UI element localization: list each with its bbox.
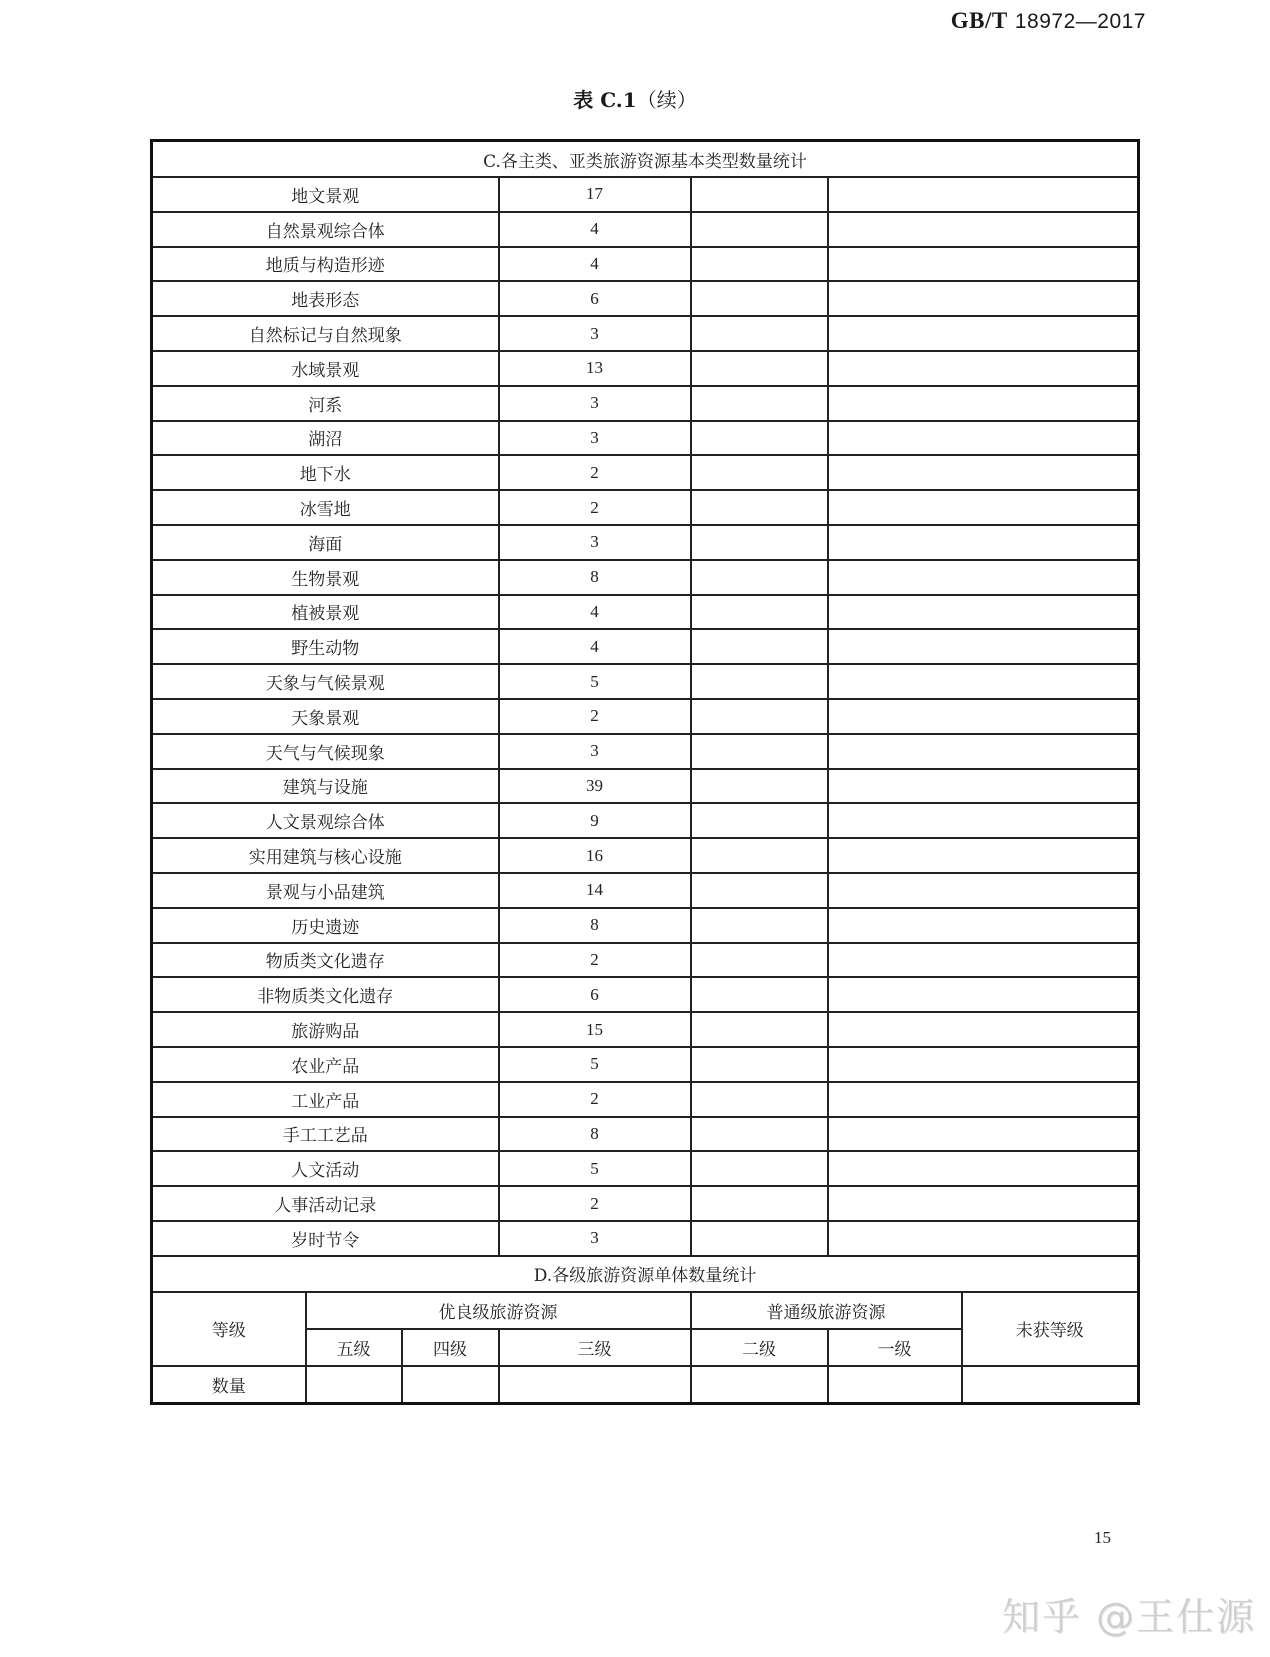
table-row: [152, 560, 1139, 595]
resource-type-name: 人事活动记录: [152, 1186, 499, 1221]
resource-type-name: 农业产品: [152, 1047, 499, 1082]
resource-type-count: 3: [499, 386, 691, 421]
empty-cell: [828, 1117, 1139, 1152]
table-row: [152, 803, 1139, 838]
resource-type-count: 15: [499, 1012, 691, 1047]
empty-cell: [828, 316, 1139, 351]
empty-cell: [828, 247, 1139, 282]
table-row: [152, 734, 1139, 769]
empty-cell: [828, 490, 1139, 525]
resource-type-count: 5: [499, 664, 691, 699]
resource-type-count: 3: [499, 316, 691, 351]
table-row: [152, 421, 1139, 456]
resource-type-count: 2: [499, 1186, 691, 1221]
resource-type-name: 河系: [152, 386, 499, 421]
section-d-title: D.各级旅游资源单体数量统计: [152, 1256, 1139, 1292]
empty-cell: [828, 803, 1139, 838]
empty-cell: [691, 281, 828, 316]
resource-type-count: 4: [499, 595, 691, 630]
table-row: [152, 455, 1139, 490]
resource-type-name: 野生动物: [152, 629, 499, 664]
table-row: [152, 1221, 1139, 1256]
table-row: [152, 629, 1139, 664]
level-1-value: [828, 1366, 962, 1404]
table-row: [152, 351, 1139, 386]
standard-prefix: GB/T: [950, 8, 1008, 33]
empty-cell: [828, 351, 1139, 386]
empty-cell: [691, 316, 828, 351]
table-row: [152, 977, 1139, 1012]
level-1-label: 一级: [828, 1329, 962, 1366]
level-3-value: [499, 1366, 691, 1404]
empty-cell: [828, 560, 1139, 595]
empty-cell: [828, 525, 1139, 560]
empty-cell: [828, 629, 1139, 664]
table-row: [152, 838, 1139, 873]
resource-type-count: 3: [499, 525, 691, 560]
empty-cell: [828, 281, 1139, 316]
resource-type-count: 2: [499, 943, 691, 978]
resource-type-count: 8: [499, 1117, 691, 1152]
empty-cell: [691, 838, 828, 873]
ordinary-group-label: 普通级旅游资源: [691, 1292, 962, 1329]
statistics-table: [150, 139, 1140, 1405]
empty-cell: [691, 699, 828, 734]
empty-cell: [828, 212, 1139, 247]
level-4-value: [402, 1366, 499, 1404]
table-row: [152, 664, 1139, 699]
resource-type-name: 人文活动: [152, 1151, 499, 1186]
section-c-header: [152, 141, 1139, 178]
resource-type-count: 3: [499, 734, 691, 769]
resource-type-count: 9: [499, 803, 691, 838]
unrated-label: 未获等级: [962, 1292, 1139, 1366]
empty-cell: [828, 908, 1139, 943]
table-row: [152, 386, 1139, 421]
table-row: [152, 281, 1139, 316]
section-d-header: [152, 1256, 1139, 1292]
resource-type-name: 自然标记与自然现象: [152, 316, 499, 351]
quantity-label: 数量: [152, 1366, 306, 1404]
watermark: 知乎 @王仕源: [1002, 1595, 1257, 1639]
resource-type-name: 天气与气候现象: [152, 734, 499, 769]
resource-type-count: 2: [499, 490, 691, 525]
excellent-group-label: 优良级旅游资源: [306, 1292, 691, 1329]
resource-type-count: 8: [499, 908, 691, 943]
empty-cell: [828, 838, 1139, 873]
resource-type-name: 地文景观: [152, 177, 499, 212]
table-row: [152, 212, 1139, 247]
table-title: [0, 84, 1270, 113]
resource-type-name: 实用建筑与核心设施: [152, 838, 499, 873]
table-row: [152, 177, 1139, 212]
grade-label: 等级: [152, 1292, 306, 1366]
resource-type-count: 2: [499, 699, 691, 734]
resource-type-count: 4: [499, 629, 691, 664]
resource-type-count: 8: [499, 560, 691, 595]
resource-type-name: 非物质类文化遗存: [152, 977, 499, 1012]
empty-cell: [828, 595, 1139, 630]
empty-cell: [691, 1117, 828, 1152]
resource-type-name: 地下水: [152, 455, 499, 490]
empty-cell: [691, 247, 828, 282]
empty-cell: [691, 1047, 828, 1082]
resource-type-name: 手工工艺品: [152, 1117, 499, 1152]
table-row: [152, 1082, 1139, 1117]
resource-type-count: 4: [499, 247, 691, 282]
table-row: [152, 1117, 1139, 1152]
resource-type-name: 植被景观: [152, 595, 499, 630]
resource-type-count: 13: [499, 351, 691, 386]
empty-cell: [828, 1186, 1139, 1221]
empty-cell: [828, 455, 1139, 490]
resource-type-name: 地质与构造形迹: [152, 247, 499, 282]
resource-type-count: 6: [499, 281, 691, 316]
table-row: [152, 873, 1139, 908]
level-2-value: [691, 1366, 828, 1404]
empty-cell: [828, 421, 1139, 456]
table-continued: （续）: [636, 88, 697, 112]
table-row: [152, 769, 1139, 804]
level-5-value: [306, 1366, 402, 1404]
resource-type-name: 建筑与设施: [152, 769, 499, 804]
table-row: [152, 490, 1139, 525]
resource-type-name: 人文景观综合体: [152, 803, 499, 838]
empty-cell: [828, 664, 1139, 699]
empty-cell: [691, 525, 828, 560]
empty-cell: [828, 873, 1139, 908]
d-header-row-1: [152, 1292, 1139, 1329]
empty-cell: [691, 1012, 828, 1047]
empty-cell: [828, 1012, 1139, 1047]
empty-cell: [691, 490, 828, 525]
table-row: [152, 943, 1139, 978]
empty-cell: [828, 734, 1139, 769]
empty-cell: [828, 769, 1139, 804]
table-row: [152, 595, 1139, 630]
resource-type-count: 3: [499, 421, 691, 456]
page-number: 15: [1094, 1528, 1111, 1547]
resource-type-name: 湖沼: [152, 421, 499, 456]
empty-cell: [691, 455, 828, 490]
empty-cell: [691, 560, 828, 595]
table-row: [152, 1047, 1139, 1082]
empty-cell: [691, 386, 828, 421]
resource-type-name: 景观与小品建筑: [152, 873, 499, 908]
empty-cell: [828, 1221, 1139, 1256]
table-row: [152, 316, 1139, 351]
empty-cell: [828, 386, 1139, 421]
level-4-label: 四级: [402, 1329, 499, 1366]
standard-number: 18972—2017: [1014, 10, 1146, 33]
resource-type-count: 6: [499, 977, 691, 1012]
resource-type-name: 工业产品: [152, 1082, 499, 1117]
table-row: [152, 1151, 1139, 1186]
resource-type-count: 5: [499, 1047, 691, 1082]
resource-type-count: 17: [499, 177, 691, 212]
empty-cell: [828, 1082, 1139, 1117]
resource-type-name: 岁时节令: [152, 1221, 499, 1256]
d-quantity-row: [152, 1366, 1139, 1404]
resource-type-name: 水域景观: [152, 351, 499, 386]
empty-cell: [691, 595, 828, 630]
empty-cell: [691, 351, 828, 386]
resource-type-count: 2: [499, 455, 691, 490]
empty-cell: [828, 699, 1139, 734]
resource-type-name: 自然景观综合体: [152, 212, 499, 247]
empty-cell: [691, 803, 828, 838]
resource-type-name: 旅游购品: [152, 1012, 499, 1047]
resource-type-count: 2: [499, 1082, 691, 1117]
empty-cell: [691, 977, 828, 1012]
resource-type-count: 4: [499, 212, 691, 247]
resource-type-name: 海面: [152, 525, 499, 560]
unrated-value: [962, 1366, 1139, 1404]
empty-cell: [828, 977, 1139, 1012]
table-label: 表 C.1: [573, 88, 637, 112]
resource-type-count: 3: [499, 1221, 691, 1256]
empty-cell: [691, 734, 828, 769]
resource-type-name: 物质类文化遗存: [152, 943, 499, 978]
resource-type-name: 天象景观: [152, 699, 499, 734]
table-row: [152, 1186, 1139, 1221]
empty-cell: [691, 421, 828, 456]
level-3-label: 三级: [499, 1329, 691, 1366]
resource-type-name: 冰雪地: [152, 490, 499, 525]
table-row: [152, 525, 1139, 560]
empty-cell: [828, 1047, 1139, 1082]
level-5-label: 五级: [306, 1329, 402, 1366]
empty-cell: [691, 769, 828, 804]
empty-cell: [691, 1082, 828, 1117]
table-row: [152, 699, 1139, 734]
resource-type-count: 5: [499, 1151, 691, 1186]
table-row: [152, 247, 1139, 282]
resource-type-name: 生物景观: [152, 560, 499, 595]
empty-cell: [691, 873, 828, 908]
table-row: [152, 908, 1139, 943]
empty-cell: [691, 908, 828, 943]
resource-type-name: 天象与气候景观: [152, 664, 499, 699]
empty-cell: [691, 1221, 828, 1256]
empty-cell: [691, 943, 828, 978]
empty-cell: [691, 177, 828, 212]
empty-cell: [828, 1151, 1139, 1186]
empty-cell: [691, 1151, 828, 1186]
empty-cell: [828, 177, 1139, 212]
empty-cell: [691, 1186, 828, 1221]
table-row: [152, 1012, 1139, 1047]
empty-cell: [691, 664, 828, 699]
empty-cell: [691, 629, 828, 664]
resource-type-count: 39: [499, 769, 691, 804]
resource-type-name: 历史遗迹: [152, 908, 499, 943]
standard-code: [951, 8, 1146, 34]
resource-type-name: 地表形态: [152, 281, 499, 316]
level-2-label: 二级: [691, 1329, 828, 1366]
empty-cell: [828, 943, 1139, 978]
resource-type-count: 14: [499, 873, 691, 908]
section-c-title: C.各主类、亚类旅游资源基本类型数量统计: [152, 141, 1139, 178]
resource-type-count: 16: [499, 838, 691, 873]
empty-cell: [691, 212, 828, 247]
